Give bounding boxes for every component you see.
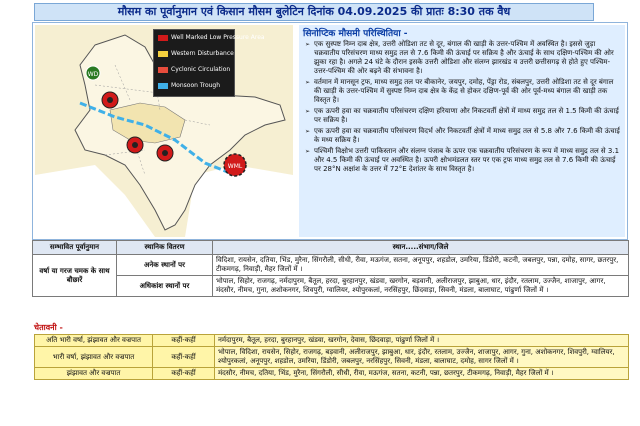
forecast-places: भोपाल, सिहोर, राजगढ़, नर्मदापुरम, बैतूल, हरदा, बुरहानपुर, खंडवा, खरगोन, बड़वानी, अलीराजपुर, झाबुआ, धार, इंदौर, रतलाम, उज्जैन, शाजापुर, आगर, मंदसौर, नीमच, गुना, अशोकनगर, शिवपुरी, ग्वालियर, श्योपुरकलां, नरसिंहपुर, छिंदवाड़ा, सिवनी, मंडला, बालाघाट, पांढुर्णा जिलों में । [213,276,629,297]
warning-distribution: कहीं-कहीं [153,347,215,368]
legend-item: Cyclonic Circulation [158,66,230,73]
header-distribution: स्थानिक वितरण [117,241,213,255]
table-row [35,347,629,368]
synoptic-list [299,40,625,174]
svg-text:WD: WD [87,71,99,78]
legend-swatch [158,51,168,57]
warning-distribution: कहीं-कहीं [153,335,215,347]
legend-swatch [158,83,168,89]
synoptic-item: ➢ एक ऊपरी हवा का चक्रवातीय परिसंचरण विदर्भ और निकटवर्ती क्षेत्रों में माध्य समुद्र तल से 5.8 और 7.6 किमी की ऊंचाई के मध्य सक्रिय है। [305,127,621,145]
warning-heading: चेतावनी - [34,322,628,333]
table-row [35,368,629,380]
warning-places: मंदसौर, नीमच, दतिया, भिंड, मुरैना, सिंगरौली, सीधी, रीवा, मऊगंज, सतना, कटनी, पन्ना, छतरपुर, टीकमगढ़, निवाड़ी, मैहर जिलों में । [215,368,629,380]
svg-text:WML: WML [227,163,243,170]
warning-distribution: कहीं-कहीं [153,368,215,380]
synoptic-item: ➢ वर्तमान में मानसून ट्रफ, माध्य समुद्र तल पर बीकानेर, जयपुर, दमोह, पेंड्रा रोड, संबलपुर, उत्तरी ओडिशा तट से दूर बंगाल की खाड़ी के उत्तर-पश्चिम में सुस्पष्ट निम्न दाब क्षेत्र के केंद्र से होकर दक्षिण-पूर्व की ओर पूर्व-मध्य बंगाल की खाड़ी तक विस्तृत है। [305,78,621,105]
forecast-distribution: अधिकांश स्थानों पर [117,276,213,297]
synoptic-text [299,25,625,237]
legend-item: Western Disturbance [158,50,234,57]
warning-phenomenon: अति भारी वर्षा, झंझावत और वज्रपात [35,335,153,347]
header-phenomenon: सम्भावित पूर्वानुमान [33,241,117,255]
header-places: स्थान.....संभाग/जिले [213,241,629,255]
weather-map [35,25,293,237]
warning-places: नर्मदापुरम, बैतूल, हरदा, बुरहानपुर, खंडवा, खरगोन, देवास, छिंदवाड़ा, पांढुर्णा जिलों में । [215,335,629,347]
warning-phenomenon: झंझावत और वज्रपात [35,368,153,380]
cyclonic-circulation-2 [127,137,143,153]
table-row [33,276,629,297]
legend-swatch [158,35,168,41]
synoptic-item: ➢ एक सुस्पष्ट निम्न दाब क्षेत्र, उत्तरी ओडिशा तट से दूर, बंगाल की खाड़ी के उत्तर-पश्चिम में अवस्थित है। इससे जुड़ा चक्रवातीय परिसंचरण माध्य समुद्र तल से 7.6 किमी की ऊंचाई पर सक्रिय है और ऊंचाई के साथ दक्षिण-पश्चिम की ओर झुका रहा है। अगले 24 घंटे के दौरान इसके उत्तरी ओडिशा और संलग्न झारखंड व उत्तरी छत्तीसगढ़ से होते हुए पश्चिम-उत्तर-पश्चिम की ओर बढ़ने की संभावना है। [305,40,621,76]
cyclonic-circulation-1 [102,92,118,108]
cyclonic-circulation-3 [157,145,173,161]
warning-table [34,334,629,380]
forecast-table [32,240,629,297]
well-marked-low [224,154,246,176]
forecast-places: विदिशा, रायसेन, दतिया, भिंड, मुरैना, सिंगरौली, सीधी, रीवा, मऊगंज, सतना, अनूपपुर, शहडोल, उमरिया, डिंडोरी, कटनी, जबलपुर, पन्ना, दमोह, सागर, छतरपुर, टीकमगढ़, निवाड़ी, मैहर जिलों में । [213,255,629,276]
synoptic-heading: सिनोप्टिक मौसमी परिस्थितिया - [303,29,408,39]
synoptic-panel [32,22,628,240]
forecast-phenomenon: वर्षा या गरज चमक के साथ बौछारें [33,255,117,297]
warning-phenomenon: भारी वर्षा, झंझावत और वज्रपात [35,347,153,368]
synoptic-item: ➢ पश्चिमी विक्षोभ उत्तरी पाकिस्तान और संलग्न पंजाब के ऊपर एक चक्रवातीय परिसंचरण के रूप में माध्य समुद्र तल से 3.1 और 4.5 किमी की ऊंचाई पर अवस्थित है। ऊपरी क्षोभमंडलत स्तर पर एक ट्रफ माध्य समुद्र तल से 7.6 किमी की ऊंचाई पर 28°N अक्षांश के उत्तर में 72°E देशांतर के साथ विस्तृत है। [305,147,621,174]
table-row [35,335,629,347]
forecast-distribution: अनेक स्थानों पर [117,255,213,276]
bulletin-title: मौसम का पूर्वानुमान एवं किसान मौसम बुलेटिन दिनांक 04.09.2025 की प्रातः 8:30 तक वैध [34,3,594,21]
map-legend [153,29,265,97]
warning-places: भोपाल, विदिशा, रायसेन, सिहोर, राजगढ़, बड़वानी, अलीराजपुर, झाबुआ, धार, इंदौर, रतलाम, उज्जैन, शाजापुर, आगर, गुना, अशोकनगर, शिवपुरी, ग्वालियर, श्योपुरकलां, अनूपपुर, शहडोल, उमरिया, डिंडोरी, जबलपुर, नरसिंहपुर, सिवनी, मंडला, बालाघाट, दमोह, सागर जिलों में । [215,347,629,368]
legend-item: Monsoon Trough [158,82,220,89]
legend-item: Well Marked Low Pressure Area [158,34,265,41]
wd-marker [86,66,100,80]
forecast-header-row [33,241,629,255]
synoptic-item: ➢ एक ऊपरी हवा का चक्रवातीय परिसंचरण दक्षिण हरियाणा और निकटवर्ती क्षेत्रों में माध्य समुद्र तल से 1.5 किमी की ऊंचाई पर सक्रिय है। [305,107,621,125]
legend-swatch [158,67,168,73]
table-row [33,255,629,276]
